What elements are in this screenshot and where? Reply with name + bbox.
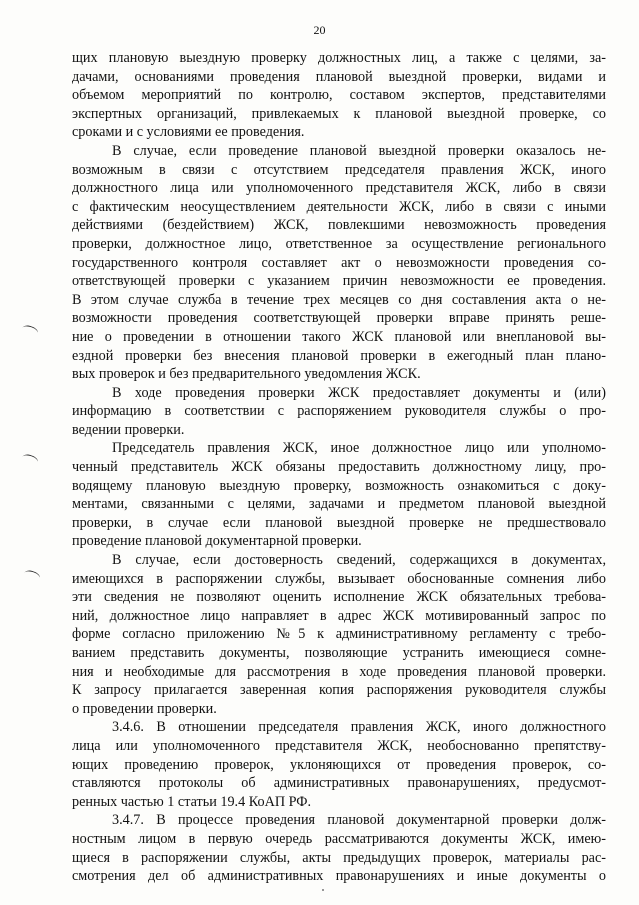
text-line: щих плановую выездную проверку должностных лиц, а также с целями, за-: [72, 50, 606, 66]
page-number: 20: [313, 23, 326, 37]
text-line: должностного лица или уполномоченного представителя ЖСК, либо в связи: [72, 180, 606, 197]
text-line: ответствующей проверки с указанием причин невозможности ее проведения.: [72, 273, 606, 290]
text-line: форме согласно приложению №5 к административному регламенту с требо-: [72, 626, 606, 643]
text-line: ставляются протоколы об административных правонарушениях, предусмот-: [72, 775, 606, 792]
text-line: В случае, если достоверность сведений, содержащихся в документах,: [112, 552, 606, 569]
text-line: лица или уполномоченного представителя ЖСК, необоснованно препятству-: [72, 737, 606, 754]
text-line: ющих проведению проверок, уклоняющихся от проведения проверок, со-: [72, 756, 606, 773]
text-line: информацию в соответствии с распоряжением руководителя службы о про-: [72, 403, 606, 420]
text-line: возможным в связи с отсутствием председателя правления ЖСК, иного: [72, 161, 606, 178]
text-line: ванием представить документы, позволяющие устранить имеющиеся сомне-: [72, 645, 606, 661]
text-line: вых проверок и без предварительного уведомления ЖСК.: [72, 366, 421, 383]
text-line: В этом случае служба в течение трех месяцев со дня составления акта о не-: [72, 291, 606, 308]
text-line: ние о проведении в отношении такого ЖСК плановой или внеплановой вы-: [72, 328, 606, 345]
text-line: ментами, связанными с целями, задачами и предметом плановой выездной: [72, 496, 606, 513]
text-line: смотрения дел об административных правонарушениях и иные документы о: [72, 868, 606, 885]
text-line: К запросу прилагается заверенная копия распоряжения руководителя службы: [72, 682, 606, 699]
text-line: о проведении проверки.: [72, 700, 217, 717]
text-line: государственного контроля составляет акт о невозможности проведения со-: [72, 254, 606, 271]
text-line: ний, должностное лицо направляет в адрес ЖСК мотивированный запрос по: [72, 607, 606, 624]
text-line: 3.4.7. В процессе проведения плановой документарной проверки долж-: [112, 812, 606, 829]
text-line: сроками и с условиями ее проведения.: [72, 124, 305, 141]
text-line: проведение плановой документарной проверки.: [72, 533, 362, 550]
text-line: объемом мероприятий по контролю, составом экспертов, представителями: [72, 87, 606, 104]
text-line: имеющихся в распоряжении службы, вызывает обоснованные сомнения либо: [72, 570, 606, 587]
text-line: ведении проверки.: [72, 421, 185, 438]
text-line: Председатель правления ЖСК, иное должностное лицо или уполномо-: [112, 440, 606, 457]
text-line: ченный представитель ЖСК обязаны предоставить должностному лицу, про-: [72, 459, 606, 476]
text-line: В случае, если проведение плановой выездной проверки оказалось не-: [112, 142, 606, 159]
text-line: ностным лицом в первую очередь рассматриваются документы ЖСК, имею-: [72, 830, 606, 847]
text-line: проверки, должностное лицо, ответственное за осуществление регионального: [72, 235, 606, 252]
text-line: действиями (бездействием) ЖСК, повлекшими невозможность проведения: [72, 217, 606, 234]
text-line: ездной проверки без внесения плановой проверки в ежегодный план плано-: [72, 347, 606, 364]
text-line: ренных частью 1 статьи 19.4 КоАП РФ.: [72, 793, 312, 810]
text-line: проверки, в случае если плановой выездной проверке не предшествовало: [72, 514, 606, 531]
text-line: дачами, основаниями проведения плановой выездной проверки, видами и: [72, 68, 606, 85]
text-line: 3.4.6. В отношении председателя правления ЖСК, иного должностного: [112, 719, 606, 736]
document-body: [72, 49, 606, 886]
text-line: возможности проведения соответствующей проверки вправе принять реше-: [72, 310, 606, 327]
text-line: щиеся в распоряжении службы, акты предыдущих проверок, материалы рас-: [72, 849, 606, 866]
scan-speck: [322, 889, 324, 891]
text-line: В ходе проведения проверки ЖСК предоставляет документы и (или): [112, 384, 606, 401]
scan-mark: [21, 324, 39, 338]
text-line: экспертных организаций, привлекаемых к плановой выездной проверке, со: [72, 105, 606, 122]
text-line: ния и необходимые для рассмотрения в ходе проведения плановой проверки.: [72, 663, 606, 680]
text-line: эти сведения не позволяют оценить исполнение ЖСК обязательных требова-: [72, 589, 606, 606]
scan-mark: [23, 569, 41, 583]
scan-mark: [21, 453, 39, 467]
text-line: с фактическим неосуществлением деятельности ЖСК, либо в связи с иными: [72, 198, 606, 215]
text-line: водящему плановую выездную проверку, возможность ознакомиться с доку-: [72, 477, 606, 494]
